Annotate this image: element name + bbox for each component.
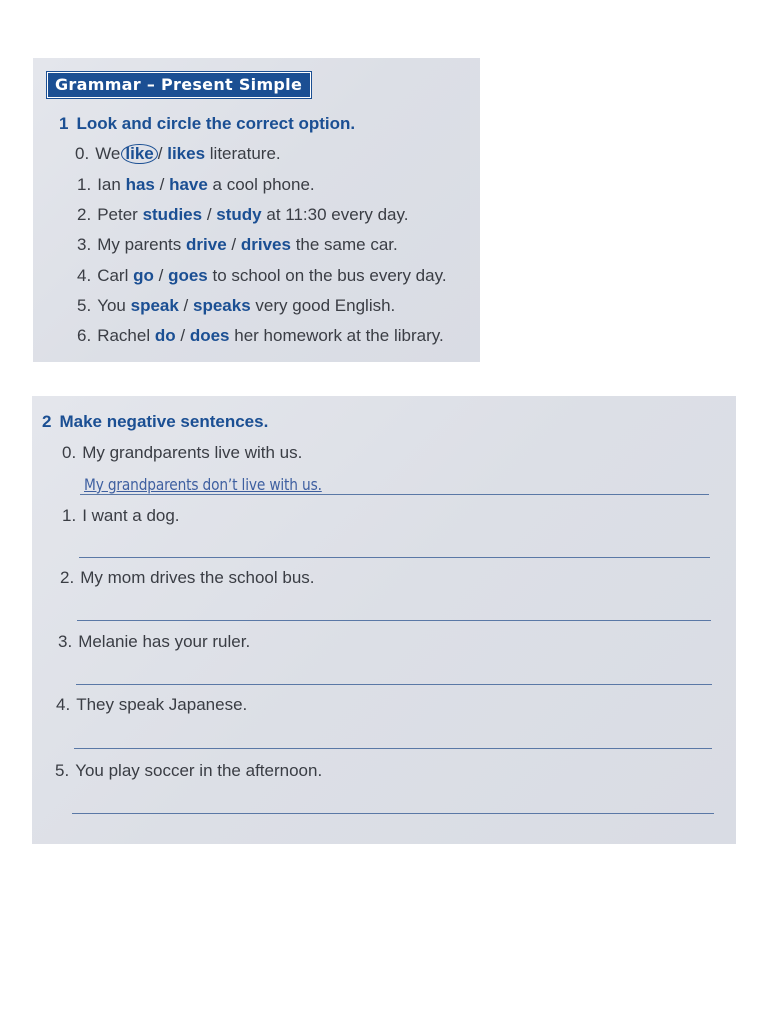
circled-option[interactable]: like: [121, 144, 157, 164]
exercise-1-item: [77, 296, 395, 316]
answer-line[interactable]: [72, 813, 714, 814]
option-word[interactable]: speak: [130, 296, 179, 315]
handwritten-answer: My grandparents don’t live with us.: [84, 475, 322, 494]
option-word[interactable]: speaks: [193, 296, 251, 315]
exercise-instruction: Make negative sentences.: [59, 412, 269, 431]
answer-line[interactable]: [80, 494, 709, 495]
item-number: 4.: [77, 266, 92, 285]
prompt-text: My grandparents live with us.: [82, 443, 303, 462]
exercise-1-item: [77, 326, 444, 346]
option-separator: /: [183, 296, 189, 315]
item-number: 0.: [75, 144, 90, 163]
item-text-before: Peter: [97, 205, 138, 224]
option-separator: /: [159, 175, 165, 194]
option-word[interactable]: goes: [168, 266, 208, 285]
exercise-number: 2: [42, 412, 52, 431]
exercise-2-heading: [42, 412, 268, 432]
prompt-text: My mom drives the school bus.: [80, 568, 315, 587]
item-text-before: We: [95, 144, 121, 163]
option-separator: /: [157, 144, 163, 163]
exercise-2-prompt: [58, 632, 250, 652]
item-text-before: Ian: [97, 175, 121, 194]
option-word[interactable]: go: [133, 266, 154, 285]
answer-line[interactable]: [77, 620, 711, 621]
section-title: Grammar – Present Simple: [47, 72, 311, 98]
exercise-2-prompt: [60, 568, 315, 588]
item-text-before: Rachel: [97, 326, 151, 345]
exercise-card-negative-sentences: [32, 396, 736, 844]
exercise-1-item: [77, 205, 408, 225]
item-text-after: at 11:30 every day.: [266, 205, 409, 224]
item-number: 2.: [60, 568, 75, 587]
item-number: 1.: [77, 175, 92, 194]
option-word[interactable]: study: [216, 205, 262, 224]
answer-line[interactable]: [79, 557, 710, 558]
prompt-text: You play soccer in the afternoon.: [75, 761, 323, 780]
exercise-card-circle-options: [33, 58, 480, 362]
prompt-text: Melanie has your ruler.: [78, 632, 251, 651]
item-number: 2.: [77, 205, 92, 224]
item-number: 5.: [55, 761, 70, 780]
option-word[interactable]: has: [125, 175, 155, 194]
exercise-2-prompt: [55, 761, 322, 781]
item-number: 0.: [62, 443, 77, 462]
item-number: 3.: [58, 632, 73, 651]
exercise-2-prompt: [62, 443, 302, 463]
item-number: 5.: [77, 296, 92, 315]
option-word[interactable]: does: [189, 326, 230, 345]
answer-line[interactable]: [76, 684, 712, 685]
option-word[interactable]: drive: [186, 235, 227, 254]
exercise-2-prompt: [62, 506, 180, 526]
option-word[interactable]: do: [154, 326, 176, 345]
prompt-text: I want a dog.: [82, 506, 180, 525]
exercise-1-item: [77, 175, 315, 195]
item-number: 6.: [77, 326, 92, 345]
item-text-after: to school on the bus every day.: [212, 266, 447, 285]
option-separator: /: [206, 205, 212, 224]
exercise-1-heading: [59, 114, 355, 134]
option-word[interactable]: drives: [240, 235, 291, 254]
option-separator: /: [231, 235, 237, 254]
exercise-instruction: Look and circle the correct option.: [76, 114, 356, 133]
option-word[interactable]: have: [169, 175, 208, 194]
exercise-2-prompt: [56, 695, 247, 715]
item-number: 4.: [56, 695, 71, 714]
item-number: 3.: [77, 235, 92, 254]
option-separator: /: [180, 326, 186, 345]
prompt-text: They speak Japanese.: [76, 695, 248, 714]
item-text-after: her homework at the library.: [234, 326, 444, 345]
exercise-number: 1: [59, 114, 69, 133]
item-text-after: literature.: [209, 144, 281, 163]
option-separator: /: [158, 266, 164, 285]
answer-line[interactable]: [74, 748, 712, 749]
item-text-after: very good English.: [255, 296, 396, 315]
option-word[interactable]: likes: [167, 144, 206, 163]
item-text-after: a cool phone.: [212, 175, 315, 194]
item-text-before: You: [97, 296, 126, 315]
item-number: 1.: [62, 506, 77, 525]
exercise-1-item: [77, 266, 447, 286]
option-word[interactable]: studies: [142, 205, 203, 224]
exercise-1-item: [77, 235, 398, 255]
item-text-before: Carl: [97, 266, 129, 285]
exercise-1-item: [75, 144, 281, 164]
item-text-before: My parents: [97, 235, 182, 254]
item-text-after: the same car.: [295, 235, 398, 254]
